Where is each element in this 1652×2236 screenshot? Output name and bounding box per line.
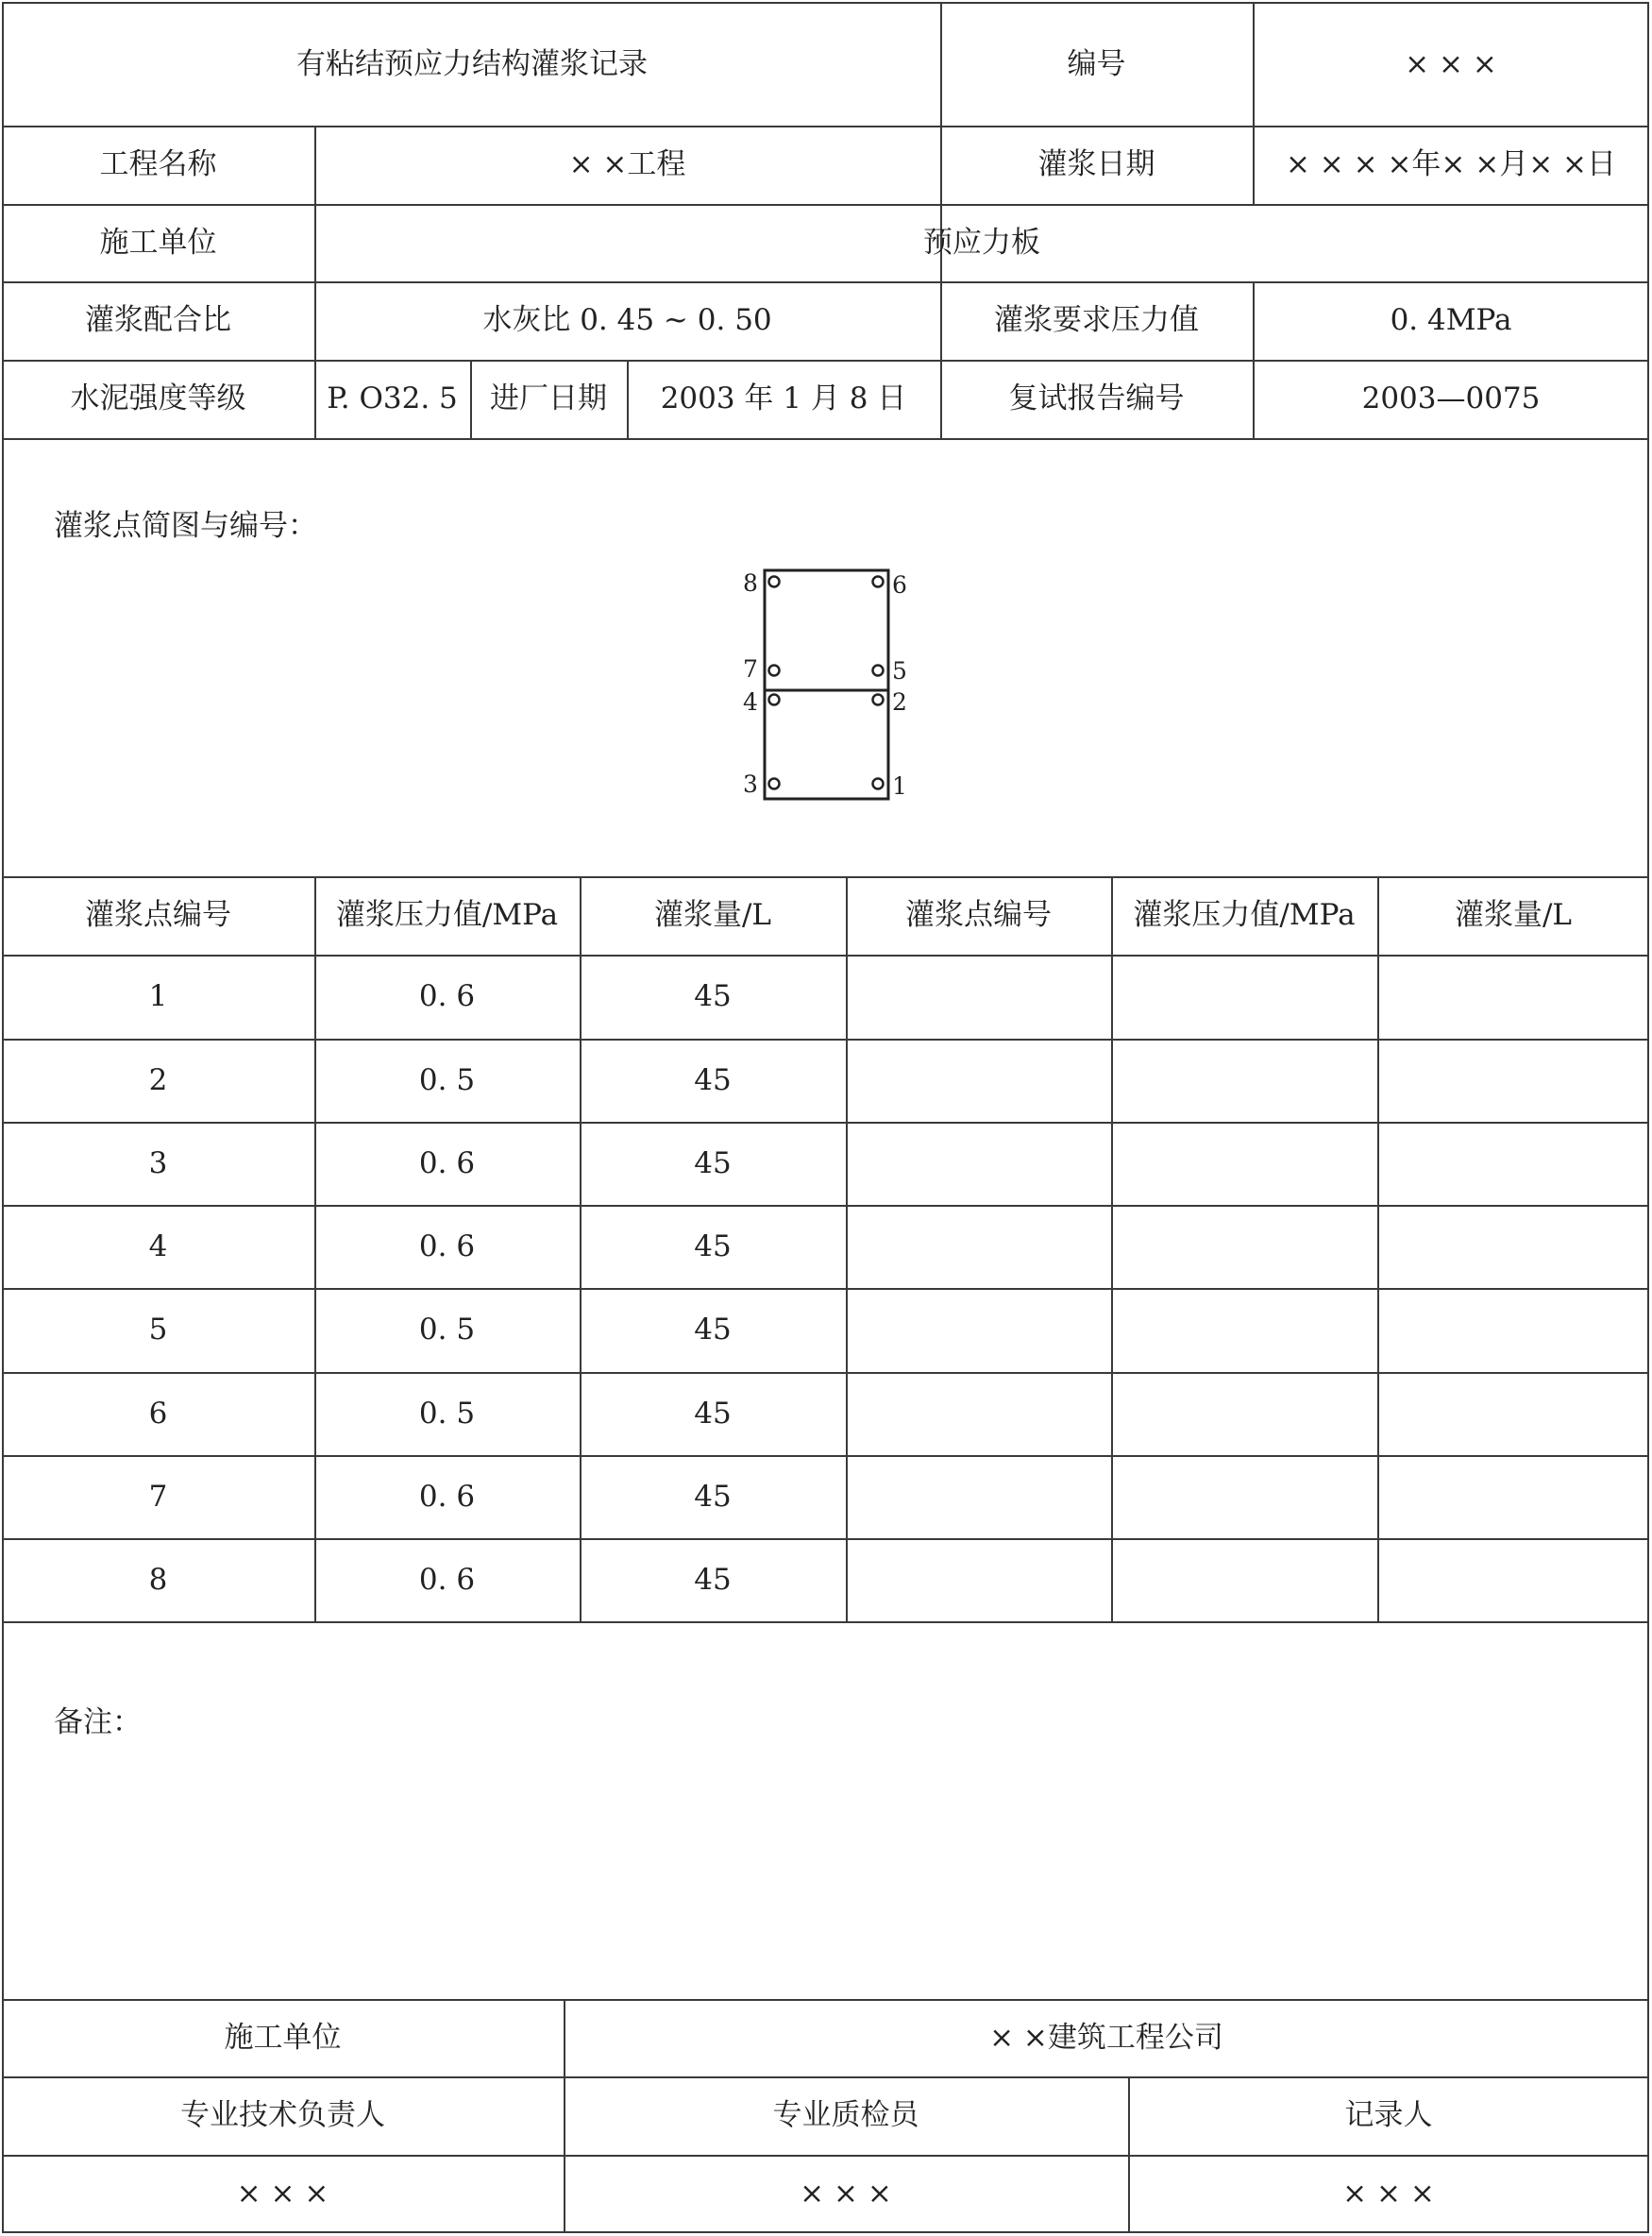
rule: [2, 438, 1649, 440]
point-cell: 7: [148, 1479, 168, 1514]
tech-lead-signature: × × ×: [236, 2177, 329, 2211]
col-header-volume: 灌浆量/L: [653, 898, 772, 932]
point-cell: 5: [148, 1313, 168, 1347]
construction-unit-value: 预应力板: [923, 225, 1040, 260]
point-label-6: 6: [892, 571, 907, 599]
col-header-pressure: 灌浆压力值/MPa: [335, 898, 559, 932]
point-cell: 1: [148, 979, 168, 1013]
volume-cell: 45: [694, 1313, 732, 1347]
remarks-label: 备注：: [54, 1705, 142, 1739]
entry-date-label: 进厂日期: [490, 381, 607, 415]
form-title: 有粘结预应力结构灌浆记录: [296, 47, 648, 81]
point-label-2: 2: [892, 688, 907, 716]
tech-lead-label: 专业技术负责人: [180, 2098, 385, 2132]
pressure-cell: 0. 5: [418, 1396, 476, 1431]
col-header-point-2: 灌浆点编号: [905, 898, 1052, 932]
col-header-pressure-2: 灌浆压力值/MPa: [1133, 898, 1356, 932]
required-pressure-value: 0. 4MPa: [1390, 303, 1512, 337]
volume-cell: 45: [694, 1396, 732, 1431]
grout-point-3: [769, 779, 780, 789]
grout-point-5: [873, 666, 884, 676]
pressure-cell: 0. 5: [418, 1313, 476, 1347]
grout-point-2: [873, 695, 884, 705]
number-label: 编号: [1067, 47, 1126, 81]
qc-inspector-signature: × × ×: [800, 2177, 892, 2211]
point-label-5: 5: [892, 657, 907, 685]
footer-unit-label: 施工单位: [224, 2020, 342, 2055]
col-header-volume-2: 灌浆量/L: [1454, 898, 1573, 932]
point-cell: 4: [148, 1228, 168, 1263]
qc-inspector-label: 专业质检员: [772, 2098, 919, 2132]
point-cell: 3: [148, 1145, 168, 1180]
pressure-cell: 0. 5: [418, 1062, 476, 1097]
pressure-cell: 0. 6: [418, 1479, 476, 1514]
point-cell: 2: [148, 1062, 168, 1097]
project-name-value: × ×工程: [568, 147, 686, 181]
recorder-label: 记录人: [1344, 2098, 1433, 2132]
pressure-cell: 0. 6: [418, 1145, 476, 1180]
point-label-7: 7: [743, 655, 758, 683]
construction-unit-label: 施工单位: [99, 225, 217, 260]
col-header-point: 灌浆点编号: [85, 898, 231, 932]
grout-point-4: [769, 695, 780, 705]
mix-ratio-label: 灌浆配合比: [85, 303, 231, 337]
volume-cell: 45: [694, 979, 732, 1013]
project-name-label: 工程名称: [99, 147, 217, 181]
point-label-1: 1: [892, 772, 907, 800]
grout-point-8: [769, 577, 780, 587]
required-pressure-label: 灌浆要求压力值: [994, 303, 1199, 337]
grouting-date-value: × × × ×年× ×月× ×日: [1285, 147, 1617, 181]
point-cell: 6: [148, 1396, 168, 1431]
lower-panel: [765, 690, 888, 799]
point-cell: 8: [148, 1562, 168, 1597]
grouting-date-label: 灌浆日期: [1037, 147, 1155, 181]
pressure-cell: 0. 6: [418, 1562, 476, 1597]
retest-report-label: 复试报告编号: [1008, 381, 1185, 415]
volume-cell: 45: [694, 1062, 732, 1097]
retest-report-value: 2003—0075: [1361, 381, 1541, 415]
pressure-cell: 0. 6: [418, 979, 476, 1013]
diagram-label: 灌浆点简图与编号：: [54, 509, 317, 543]
footer-unit-value: × ×建筑工程公司: [989, 2020, 1223, 2055]
rule: [2, 1621, 1649, 1623]
number-value: × × ×: [1405, 47, 1497, 81]
pressure-cell: 0. 6: [418, 1228, 476, 1263]
rule: [846, 876, 848, 1621]
recorder-signature: × × ×: [1342, 2177, 1435, 2211]
volume-cell: 45: [694, 1145, 732, 1180]
rule: [1377, 876, 1379, 1621]
point-label-3: 3: [743, 771, 758, 798]
entry-date-value: 2003 年 1 月 8 日: [660, 381, 907, 415]
volume-cell: 45: [694, 1562, 732, 1597]
grout-point-7: [769, 666, 780, 676]
point-label-4: 4: [743, 688, 758, 716]
grout-point-1: [873, 779, 884, 789]
grout-point-6: [873, 577, 884, 587]
point-label-8: 8: [743, 569, 758, 597]
upper-panel: [765, 570, 888, 690]
volume-cell: 45: [694, 1479, 732, 1514]
rule: [1111, 876, 1113, 1621]
cement-grade-label: 水泥强度等级: [70, 381, 246, 415]
cement-grade-value: P. O32. 5: [327, 381, 458, 415]
mix-ratio-value: 水灰比 0. 45 ~ 0. 50: [482, 303, 772, 337]
volume-cell: 45: [694, 1228, 732, 1263]
grouting-point-diagram: [727, 557, 916, 812]
